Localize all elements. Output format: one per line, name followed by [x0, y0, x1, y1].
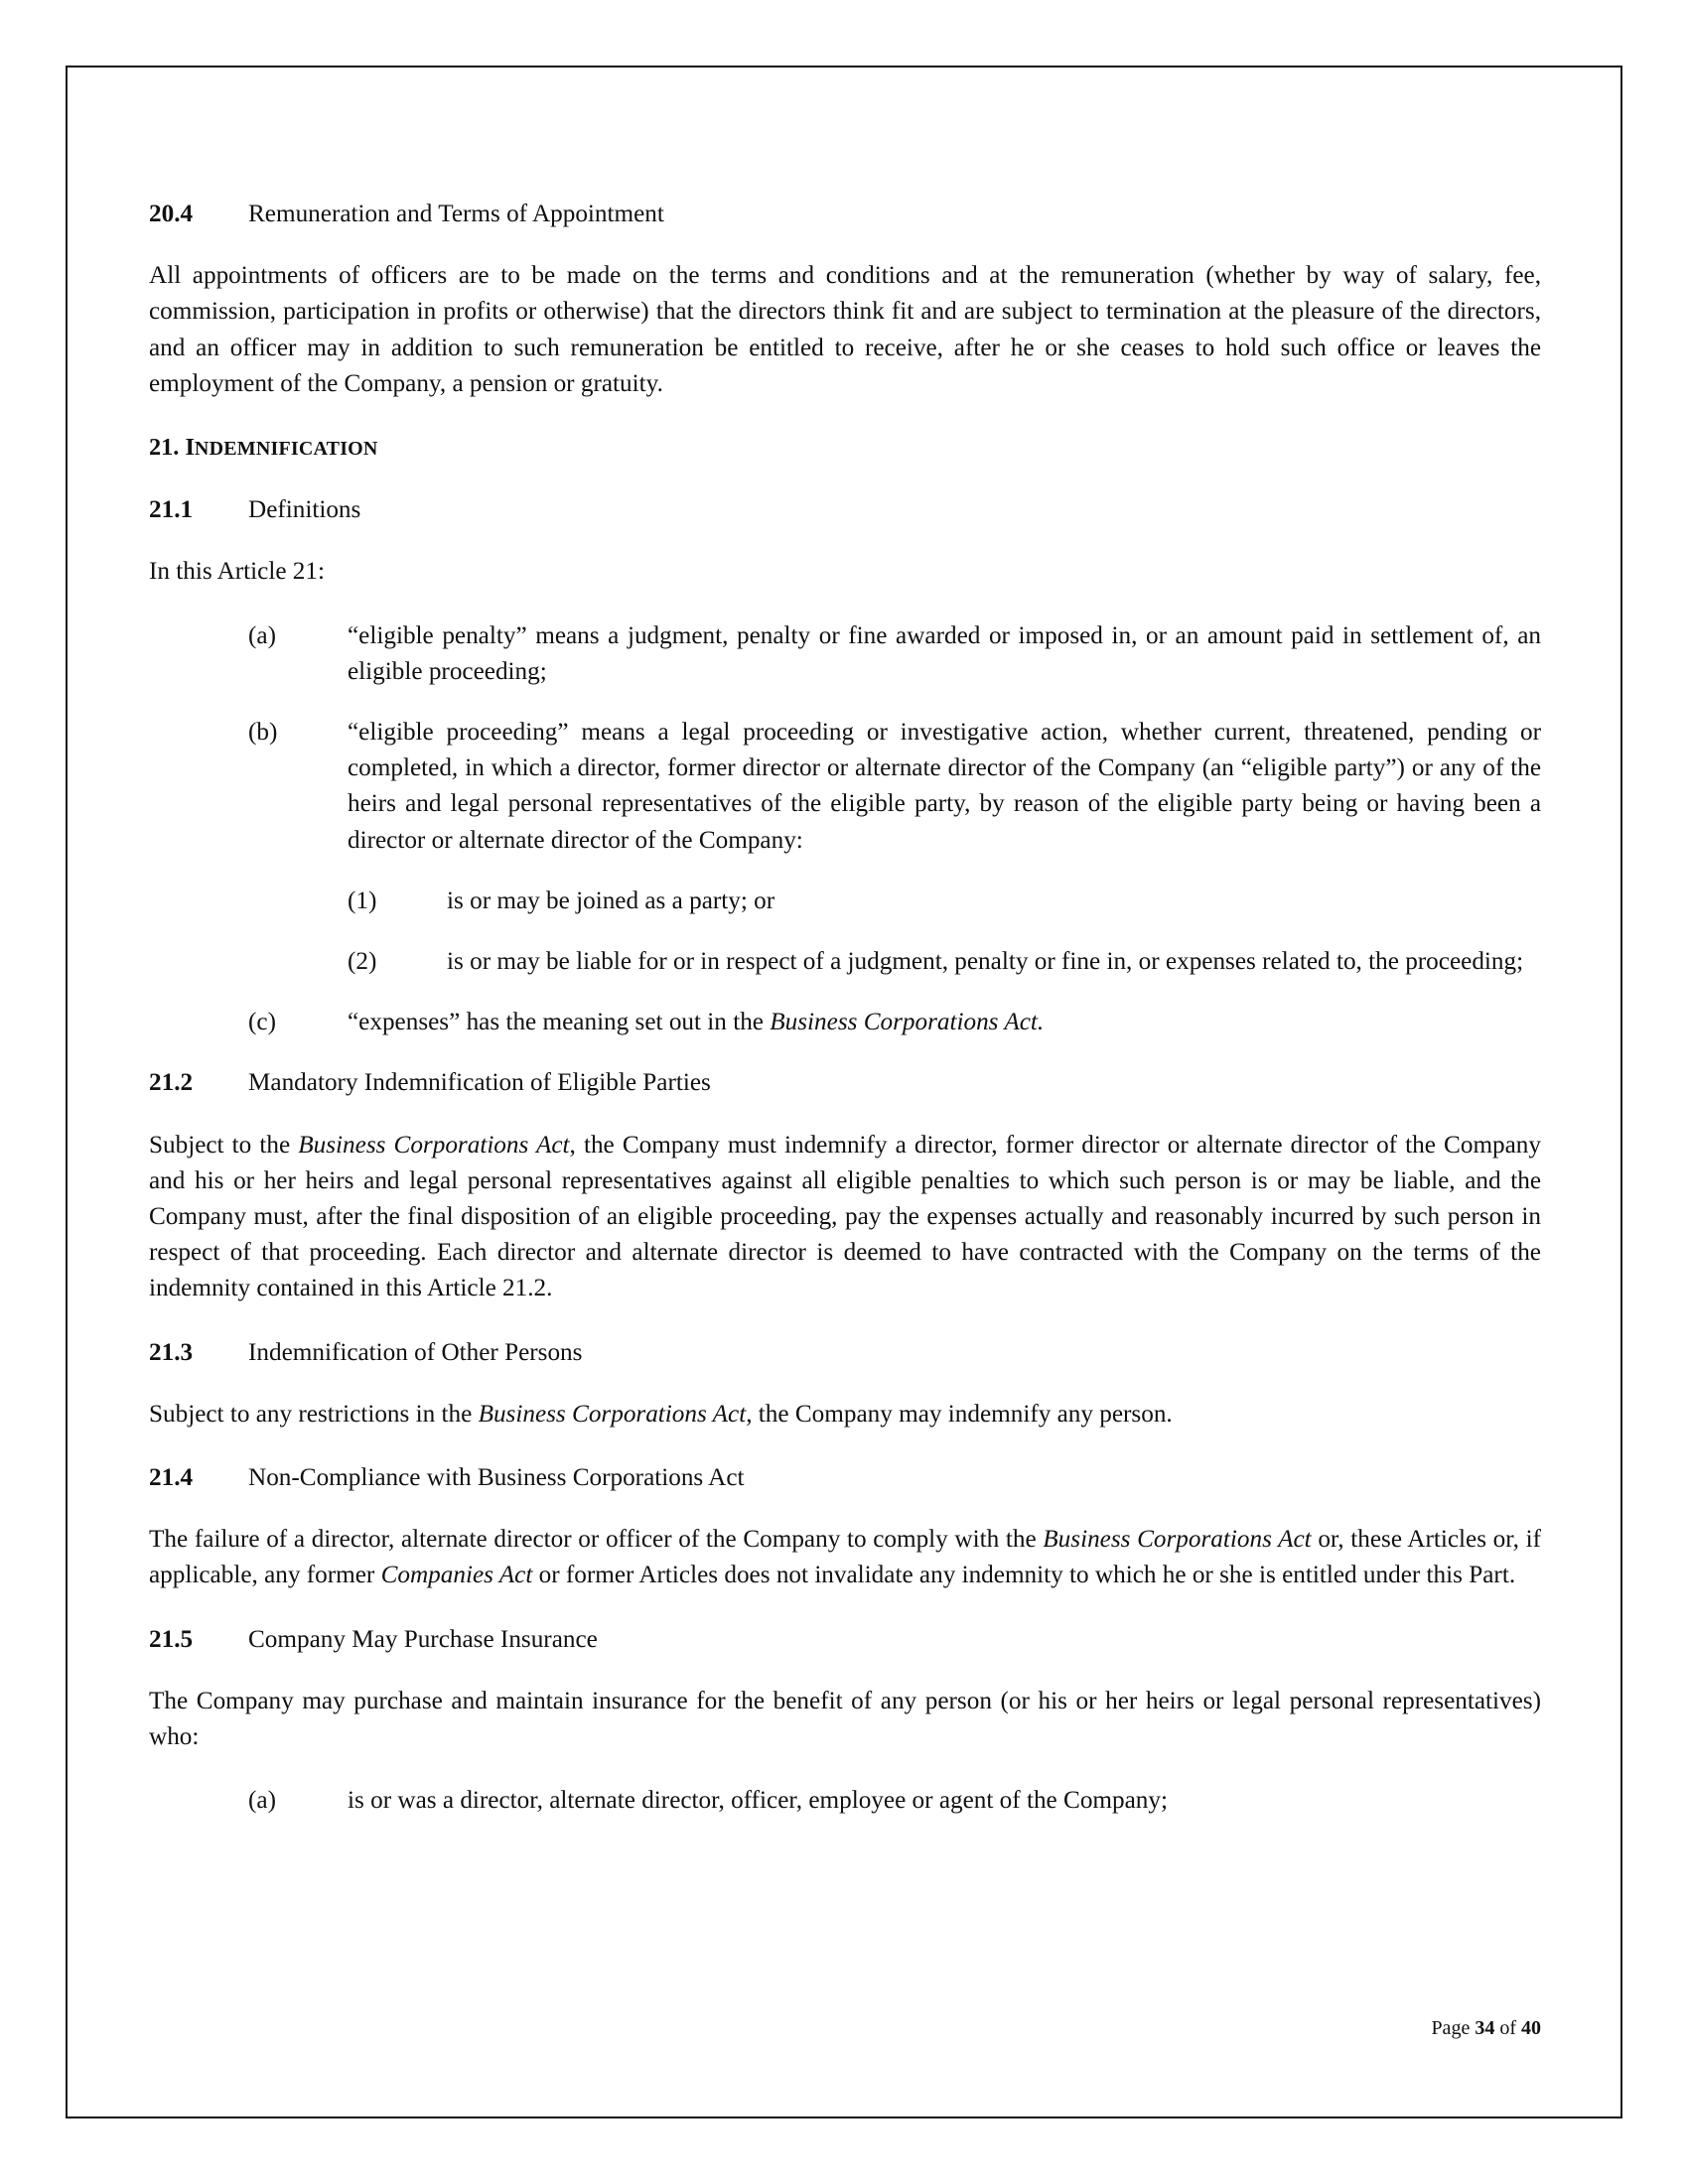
- item-text: [348, 1005, 1541, 1040]
- page-total: 40: [1521, 2017, 1541, 2039]
- sub-item-label: (1): [348, 887, 377, 914]
- item-text: is or was a director, alternate director, officer, employee or agent of the Company;: [348, 1787, 1168, 1815]
- section-21-5-heading: [149, 1622, 1541, 1658]
- page-current: 34: [1475, 2017, 1495, 2039]
- section-21-4-body: [149, 1522, 1541, 1593]
- section-21-3-body: [149, 1397, 1541, 1433]
- section-number: 21.2: [149, 1069, 194, 1097]
- section-21-5-body: The Company may purchase and maintain insurance for the benefit of any person (or his or her heirs or legal personal representatives) who:: [149, 1687, 1541, 1751]
- page-number-footer: [1431, 2017, 1541, 2040]
- definition-item: [149, 715, 1541, 859]
- sub-item-label: (2): [348, 948, 377, 976]
- section-title: Definitions: [248, 496, 361, 524]
- sub-item: [149, 884, 1541, 919]
- section-21-1-heading: [149, 492, 1541, 528]
- item-text: “eligible penalty” means a judgment, penalty or fine awarded or imposed in, or an amount paid in settlement of, an eligible proceeding;: [348, 621, 1541, 685]
- document-body: [149, 197, 1541, 1844]
- section-title: Mandatory Indemnification of Eligible Parties: [248, 1069, 711, 1097]
- text-run: Subject to any restrictions in the: [149, 1400, 479, 1428]
- act-name: Companies Act: [380, 1562, 533, 1589]
- item-label: (a): [248, 621, 276, 649]
- act-name: Business Corporations Act: [1043, 1526, 1312, 1554]
- item-text: “eligible proceeding” means a legal proceeding or investigative action, whether current, threatened, pending or completed, in which a director, former director or alternate director of the Company (an “eligible party”) or any of the heirs and legal personal representatives of the eligible party, by reason of the eligible party being or having been a director or alternate director of the Company:: [348, 719, 1541, 854]
- section-title: Remuneration and Terms of Appointment: [248, 201, 664, 227]
- section-21-2-body: [149, 1128, 1541, 1307]
- article-21-heading: [149, 430, 1541, 467]
- item-label: (b): [248, 719, 278, 747]
- definition-item: [149, 1005, 1541, 1040]
- section-21-2-heading: [149, 1065, 1541, 1101]
- of-word: of: [1499, 2017, 1516, 2039]
- text-run: or, these Articles or, if applicable, any former: [149, 1526, 1541, 1589]
- article-title-initial: I: [185, 434, 195, 462]
- section-21-4-heading: [149, 1460, 1541, 1496]
- section-21-1-intro: In this Article 21:: [149, 558, 325, 586]
- item-label: (c): [248, 1009, 276, 1036]
- section-title: Indemnification of Other Persons: [248, 1338, 583, 1366]
- page-word: Page: [1431, 2017, 1471, 2039]
- section-number: 21.1: [149, 496, 194, 524]
- section-20-4-body: All appointments of officers are to be made on the terms and conditions and at the remuneration (whether by way of salary, fee, commission, participation in profits or otherwise) that the directors think fit and are subject to termination at the pleasure of the directors, and an officer may in addition to such remuneration be entitled to receive, after he or she ceases to hold such office or leaves the employment of the Company, a pension or gratuity.: [149, 262, 1541, 397]
- definition-item: [149, 618, 1541, 690]
- sub-item: [149, 944, 1541, 980]
- item-label: (a): [248, 1787, 276, 1815]
- insurance-item: [149, 1783, 1541, 1819]
- section-number: 20.4: [149, 201, 194, 227]
- section-title: Company May Purchase Insurance: [248, 1625, 598, 1653]
- article-title-rest: NDEMNIFICATION: [194, 438, 378, 461]
- article-number: 21.: [149, 434, 180, 462]
- act-name: Business Corporations Act.: [770, 1009, 1045, 1036]
- act-name: Business Corporations Act: [478, 1400, 747, 1428]
- sub-item-text: is or may be liable for or in respect of a judgment, penalty or fine in, or expenses related to, the proceeding;: [447, 948, 1524, 976]
- act-name: Business Corporations Act: [298, 1131, 570, 1159]
- text-run: “expenses” has the meaning set out in the: [348, 1009, 771, 1036]
- section-number: 21.4: [149, 1464, 194, 1492]
- section-number: 21.3: [149, 1338, 194, 1366]
- text-run: or former Articles does not invalidate any indemnity to which he or she is entitled under this Part.: [532, 1562, 1516, 1589]
- section-title: Non-Compliance with Business Corporations Act: [248, 1464, 745, 1492]
- text-run: , the Company may indemnify any person.: [746, 1400, 1173, 1428]
- text-run: The failure of a director, alternate director or officer of the Company to comply with the: [149, 1526, 1044, 1554]
- section-20-4-heading: [149, 197, 1541, 232]
- text-run: , the Company must indemnify a director, former director or alternate director of the Company and his or her heirs and legal personal representatives against all eligible penalties to which such person is or may be liable, and the Company must, after the final disposition of an eligible proceeding, pay the expenses actually and reasonably incurred by such person in respect of that proceeding. Each director and alternate director is deemed to have contracted with the Company on the terms of the indemnity contained in this Article 21.2.: [149, 1131, 1541, 1302]
- section-21-3-heading: [149, 1335, 1541, 1371]
- section-number: 21.5: [149, 1625, 194, 1653]
- sub-item-text: is or may be joined as a party; or: [447, 887, 775, 914]
- text-run: Subject to the: [149, 1131, 299, 1159]
